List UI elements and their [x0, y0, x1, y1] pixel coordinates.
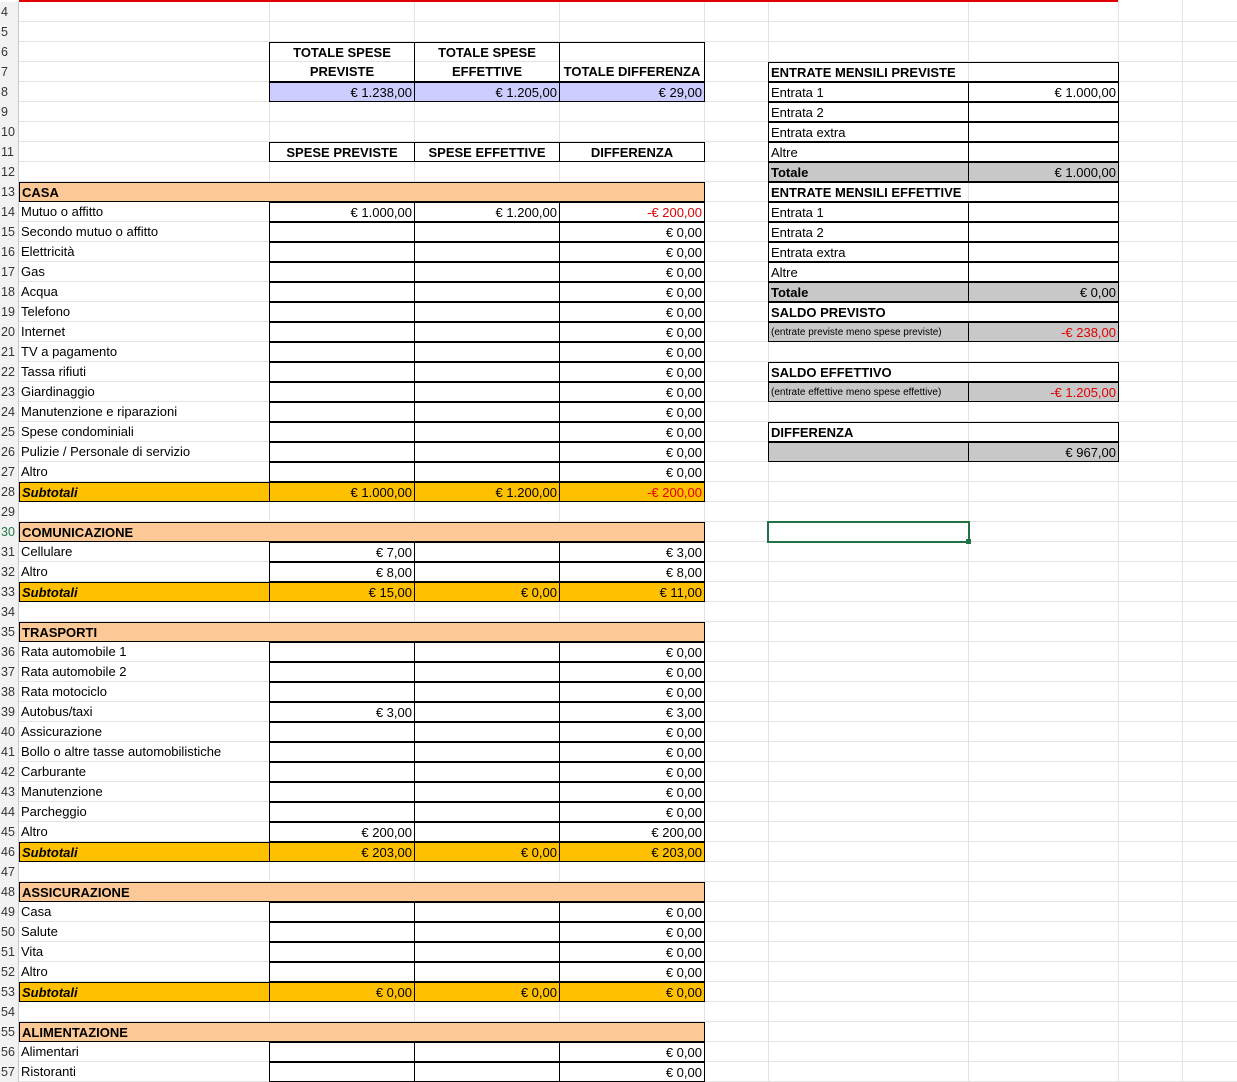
actual-cell[interactable] — [414, 342, 560, 362]
subtotal-difference[interactable]: € 0,00 — [559, 982, 705, 1002]
subtotal-difference[interactable]: € 11,00 — [559, 582, 705, 602]
actual-cell[interactable] — [414, 702, 560, 722]
difference-cell[interactable]: € 3,00 — [559, 702, 705, 722]
planned-cell[interactable] — [269, 242, 415, 262]
difference-cell[interactable]: € 0,00 — [559, 462, 705, 482]
active-cell-selection[interactable] — [767, 521, 970, 543]
row-header[interactable]: 31 — [0, 542, 19, 562]
planned-cell[interactable] — [269, 742, 415, 762]
expense-label: Mutuo o affitto — [21, 204, 104, 219]
actual-cell[interactable] — [414, 302, 560, 322]
row-header[interactable]: 55 — [0, 1022, 19, 1042]
header-divider-line — [19, 0, 1118, 2]
actual-cell[interactable] — [414, 562, 560, 582]
planned-cell[interactable] — [269, 1042, 415, 1062]
actual-cell[interactable] — [414, 422, 560, 442]
actual-cell[interactable] — [414, 282, 560, 302]
income-actual-total-label: Totale — [768, 282, 969, 302]
row-header[interactable]: 17 — [0, 262, 19, 282]
row-header[interactable]: 24 — [0, 402, 19, 422]
expense-label: Altro — [21, 964, 48, 979]
actual-cell[interactable] — [414, 922, 560, 942]
actual-cell[interactable] — [414, 382, 560, 402]
row-header[interactable]: 54 — [0, 1002, 19, 1022]
actual-cell[interactable] — [414, 262, 560, 282]
row-header[interactable]: 7 — [0, 62, 19, 82]
expense-label: Altro — [21, 564, 48, 579]
row-header[interactable]: 51 — [0, 942, 19, 962]
actual-cell[interactable] — [414, 682, 560, 702]
planned-cell[interactable] — [269, 782, 415, 802]
income-planned-label: Altre — [768, 142, 969, 162]
income-planned-label: Entrata 1 — [768, 82, 969, 102]
expense-label: Casa — [21, 904, 52, 919]
row-header[interactable]: 23 — [0, 382, 19, 402]
planned-cell[interactable]: € 200,00 — [269, 822, 415, 842]
difference-cell[interactable]: € 8,00 — [559, 562, 705, 582]
difference-cell[interactable]: -€ 200,00 — [559, 202, 705, 222]
expense-label: Acqua — [21, 284, 58, 299]
row-header[interactable]: 18 — [0, 282, 19, 302]
actual-cell[interactable] — [414, 242, 560, 262]
expense-label: Elettricità — [21, 244, 75, 259]
difference-cell[interactable]: € 0,00 — [559, 382, 705, 402]
row-header[interactable]: 30 — [0, 522, 19, 542]
row-header[interactable]: 10 — [0, 122, 19, 142]
subtotal-difference[interactable]: -€ 200,00 — [559, 482, 705, 502]
expense-label: Carburante — [21, 764, 87, 779]
income-actual-value[interactable] — [968, 262, 1119, 282]
row-header[interactable]: 20 — [0, 322, 19, 342]
planned-cell[interactable] — [269, 362, 415, 382]
subtotal-actual[interactable]: € 0,00 — [414, 842, 560, 862]
expense-label: Alimentari — [21, 1044, 79, 1059]
expense-label: Altro — [21, 464, 48, 479]
expense-label: Autobus/taxi — [21, 704, 93, 719]
income-planned-value[interactable] — [968, 122, 1119, 142]
row-header[interactable]: 45 — [0, 822, 19, 842]
planned-cell[interactable] — [269, 302, 415, 322]
col-header-diff: DIFFERENZA — [559, 142, 705, 162]
subtotal-difference[interactable]: € 203,00 — [559, 842, 705, 862]
actual-cell[interactable] — [414, 542, 560, 562]
difference-cell[interactable]: € 3,00 — [559, 542, 705, 562]
actual-cell[interactable]: € 1.200,00 — [414, 202, 560, 222]
income-actual-label: Entrata 2 — [768, 222, 969, 242]
row-header[interactable]: 6 — [0, 42, 19, 62]
planned-cell[interactable] — [269, 402, 415, 422]
expense-label: Cellulare — [21, 544, 73, 559]
difference-cell[interactable]: € 0,00 — [559, 902, 705, 922]
difference-cell[interactable]: € 0,00 — [559, 922, 705, 942]
balance-actual-title: SALDO EFFETTIVO — [768, 362, 1119, 382]
row-header[interactable]: 42 — [0, 762, 19, 782]
row-header[interactable]: 44 — [0, 802, 19, 822]
expense-label: Secondo mutuo o affitto — [21, 224, 159, 239]
actual-cell[interactable] — [414, 722, 560, 742]
row-header[interactable]: 8 — [0, 82, 19, 102]
planned-cell[interactable] — [269, 962, 415, 982]
income-planned-value[interactable] — [968, 102, 1119, 122]
expense-label: Internet — [21, 324, 66, 339]
row-header[interactable]: 15 — [0, 222, 19, 242]
planned-cell[interactable] — [269, 342, 415, 362]
balance-planned-title: SALDO PREVISTO — [768, 302, 1119, 322]
subtotal-planned[interactable]: € 0,00 — [269, 982, 415, 1002]
row-header[interactable]: 12 — [0, 162, 19, 182]
planned-cell[interactable] — [269, 682, 415, 702]
difference-cell[interactable]: € 0,00 — [559, 282, 705, 302]
difference-cell[interactable]: € 0,00 — [559, 322, 705, 342]
subtotal-actual[interactable]: € 1.200,00 — [414, 482, 560, 502]
difference-cell[interactable]: € 0,00 — [559, 242, 705, 262]
row-header[interactable]: 37 — [0, 662, 19, 682]
planned-cell[interactable] — [269, 322, 415, 342]
income-actual-title: ENTRATE MENSILI EFFETTIVE — [768, 182, 1119, 202]
row-header[interactable]: 34 — [0, 602, 19, 622]
difference-cell[interactable]: € 0,00 — [559, 302, 705, 322]
difference-cell[interactable]: € 0,00 — [559, 962, 705, 982]
row-header[interactable]: 22 — [0, 362, 19, 382]
subtotal-planned[interactable]: € 15,00 — [269, 582, 415, 602]
totals-planned-header-line2: PREVISTE — [269, 62, 415, 82]
expense-label: Tassa rifiuti — [21, 364, 87, 379]
planned-cell[interactable] — [269, 662, 415, 682]
planned-cell[interactable]: € 3,00 — [269, 702, 415, 722]
totals-actual-header-line2: EFFETTIVE — [414, 62, 560, 82]
row-header[interactable]: 16 — [0, 242, 19, 262]
row-header[interactable]: 52 — [0, 962, 19, 982]
actual-cell[interactable] — [414, 442, 560, 462]
col-header-actual: SPESE EFFETTIVE — [414, 142, 560, 162]
income-planned-value[interactable] — [968, 142, 1119, 162]
actual-cell[interactable] — [414, 662, 560, 682]
actual-cell[interactable] — [414, 782, 560, 802]
row-header[interactable]: 4 — [0, 2, 19, 22]
difference-cell[interactable]: € 0,00 — [559, 422, 705, 442]
expense-label: Spese condominiali — [21, 424, 134, 439]
actual-cell[interactable] — [414, 802, 560, 822]
difference-cell[interactable]: € 0,00 — [559, 222, 705, 242]
planned-cell[interactable]: € 7,00 — [269, 542, 415, 562]
expense-label: Parcheggio — [21, 804, 87, 819]
balance-planned-note: (entrate previste meno spese previste) — [768, 322, 969, 342]
actual-cell[interactable] — [414, 222, 560, 242]
row-header[interactable]: 43 — [0, 782, 19, 802]
subtotal-actual[interactable]: € 0,00 — [414, 982, 560, 1002]
subtotal-label: Subtotali — [19, 482, 270, 502]
planned-cell[interactable] — [269, 642, 415, 662]
difference-cell[interactable]: € 0,00 — [559, 802, 705, 822]
section-header: TRASPORTI — [19, 622, 705, 642]
planned-cell[interactable] — [269, 722, 415, 742]
row-header[interactable]: 49 — [0, 902, 19, 922]
planned-cell[interactable] — [269, 1062, 415, 1082]
expense-label: Rata automobile 2 — [21, 664, 127, 679]
total-planned-value[interactable]: € 1.238,00 — [269, 82, 415, 102]
difference-cell[interactable]: € 0,00 — [559, 642, 705, 662]
difference-cell[interactable]: € 0,00 — [559, 682, 705, 702]
row-header[interactable]: 32 — [0, 562, 19, 582]
fill-handle[interactable] — [966, 539, 971, 544]
difference-cell[interactable]: € 0,00 — [559, 782, 705, 802]
difference-cell[interactable]: € 0,00 — [559, 402, 705, 422]
expense-label: Ristoranti — [21, 1064, 76, 1079]
row-header[interactable]: 57 — [0, 1062, 19, 1082]
planned-cell[interactable] — [269, 442, 415, 462]
expense-label: Rata automobile 1 — [21, 644, 127, 659]
income-actual-label: Entrata 1 — [768, 202, 969, 222]
planned-cell[interactable]: € 8,00 — [269, 562, 415, 582]
income-actual-label: Entrata extra — [768, 242, 969, 262]
actual-cell[interactable] — [414, 362, 560, 382]
subtotal-label: Subtotali — [19, 582, 270, 602]
expense-label: Vita — [21, 944, 44, 959]
row-header[interactable]: 9 — [0, 102, 19, 122]
row-header[interactable]: 13 — [0, 182, 19, 202]
income-planned-label: Entrata extra — [768, 122, 969, 142]
expense-label: TV a pagamento — [21, 344, 118, 359]
row-header[interactable]: 26 — [0, 442, 19, 462]
row-header[interactable]: 25 — [0, 422, 19, 442]
difference-spacer — [768, 442, 969, 462]
planned-cell[interactable] — [269, 282, 415, 302]
income-actual-value[interactable] — [968, 242, 1119, 262]
row-header[interactable]: 21 — [0, 342, 19, 362]
total-diff-value[interactable]: € 29,00 — [559, 82, 705, 102]
difference-cell[interactable]: € 0,00 — [559, 1042, 705, 1062]
expense-label: Telefono — [21, 304, 71, 319]
actual-cell[interactable] — [414, 1062, 560, 1082]
totals-planned-header-line1: TOTALE SPESE — [269, 42, 415, 62]
row-header[interactable]: 38 — [0, 682, 19, 702]
actual-cell[interactable] — [414, 762, 560, 782]
subtotal-label: Subtotali — [19, 842, 270, 862]
balance-actual-note: (entrate effettive meno spese effettive) — [768, 382, 969, 402]
expense-label: Gas — [21, 264, 45, 279]
actual-cell[interactable] — [414, 902, 560, 922]
income-planned-total-value[interactable]: € 1.000,00 — [968, 162, 1119, 182]
col-header-planned: SPESE PREVISTE — [269, 142, 415, 162]
expense-label: Giardinaggio — [21, 384, 95, 399]
row-header[interactable]: 5 — [0, 22, 19, 42]
income-actual-value[interactable] — [968, 222, 1119, 242]
planned-cell[interactable] — [269, 802, 415, 822]
gridline-horizontal — [19, 21, 1237, 22]
section-header: CASA — [19, 182, 705, 202]
row-header[interactable]: 39 — [0, 702, 19, 722]
row-header[interactable]: 14 — [0, 202, 19, 222]
actual-cell[interactable] — [414, 822, 560, 842]
planned-cell[interactable] — [269, 762, 415, 782]
difference-cell[interactable]: € 200,00 — [559, 822, 705, 842]
row-header[interactable]: 41 — [0, 742, 19, 762]
subtotal-actual[interactable]: € 0,00 — [414, 582, 560, 602]
planned-cell[interactable]: € 1.000,00 — [269, 202, 415, 222]
difference-cell[interactable]: € 0,00 — [559, 762, 705, 782]
income-planned-label: Entrata 2 — [768, 102, 969, 122]
actual-cell[interactable] — [414, 402, 560, 422]
difference-cell[interactable]: € 0,00 — [559, 262, 705, 282]
total-actual-value[interactable]: € 1.205,00 — [414, 82, 560, 102]
totals-actual-header-line1: TOTALE SPESE — [414, 42, 560, 62]
expense-label: Pulizie / Personale di servizio — [21, 444, 191, 459]
balance-actual-value[interactable]: -€ 1.205,00 — [968, 382, 1119, 402]
row-header[interactable]: 50 — [0, 922, 19, 942]
expense-label: Manutenzione — [21, 784, 103, 799]
expense-label: Manutenzione e riparazioni — [21, 404, 178, 419]
actual-cell[interactable] — [414, 742, 560, 762]
row-header[interactable]: 36 — [0, 642, 19, 662]
difference-cell[interactable]: € 0,00 — [559, 342, 705, 362]
difference-cell[interactable]: € 0,00 — [559, 742, 705, 762]
subtotal-planned[interactable]: € 203,00 — [269, 842, 415, 862]
totals-diff-header-spacer — [559, 42, 705, 62]
income-planned-title: ENTRATE MENSILI PREVISTE — [768, 62, 1119, 82]
row-header[interactable]: 19 — [0, 302, 19, 322]
income-actual-total-value[interactable]: € 0,00 — [968, 282, 1119, 302]
planned-cell[interactable] — [269, 902, 415, 922]
planned-cell[interactable] — [269, 462, 415, 482]
row-header[interactable]: 40 — [0, 722, 19, 742]
row-header[interactable]: 47 — [0, 862, 19, 882]
planned-cell[interactable] — [269, 382, 415, 402]
income-actual-value[interactable] — [968, 202, 1119, 222]
actual-cell[interactable] — [414, 962, 560, 982]
row-header[interactable]: 11 — [0, 142, 19, 162]
expense-label: Bollo o altre tasse automobilistiche — [21, 744, 222, 759]
row-header[interactable]: 28 — [0, 482, 19, 502]
row-header[interactable]: 35 — [0, 622, 19, 642]
difference-cell[interactable]: € 0,00 — [559, 362, 705, 382]
difference-cell[interactable]: € 0,00 — [559, 442, 705, 462]
totals-diff-header: TOTALE DIFFERENZA — [559, 62, 705, 82]
section-header: ASSICURAZIONE — [19, 882, 705, 902]
row-header[interactable]: 56 — [0, 1042, 19, 1062]
planned-cell[interactable] — [269, 942, 415, 962]
expense-label: Salute — [21, 924, 58, 939]
planned-cell[interactable] — [269, 262, 415, 282]
subtotal-label: Subtotali — [19, 982, 270, 1002]
difference-value[interactable]: € 967,00 — [968, 442, 1119, 462]
row-header[interactable]: 27 — [0, 462, 19, 482]
difference-cell[interactable]: € 0,00 — [559, 722, 705, 742]
row-header[interactable]: 33 — [0, 582, 19, 602]
difference-title: DIFFERENZA — [768, 422, 1119, 442]
row-header[interactable]: 29 — [0, 502, 19, 522]
section-header: ALIMENTAZIONE — [19, 1022, 705, 1042]
actual-cell[interactable] — [414, 1042, 560, 1062]
actual-cell[interactable] — [414, 462, 560, 482]
actual-cell[interactable] — [414, 942, 560, 962]
planned-cell[interactable] — [269, 922, 415, 942]
income-planned-value[interactable]: € 1.000,00 — [968, 82, 1119, 102]
actual-cell[interactable] — [414, 642, 560, 662]
expense-label: Assicurazione — [21, 724, 102, 739]
expense-label: Altro — [21, 824, 48, 839]
subtotal-planned[interactable]: € 1.000,00 — [269, 482, 415, 502]
income-planned-total-label: Totale — [768, 162, 969, 182]
difference-cell[interactable]: € 0,00 — [559, 942, 705, 962]
planned-cell[interactable] — [269, 422, 415, 442]
difference-cell[interactable]: € 0,00 — [559, 1062, 705, 1082]
row-header[interactable]: 53 — [0, 982, 19, 1002]
difference-cell[interactable]: € 0,00 — [559, 662, 705, 682]
section-header: COMUNICAZIONE — [19, 522, 705, 542]
row-header[interactable]: 46 — [0, 842, 19, 862]
expense-label: Rata motociclo — [21, 684, 107, 699]
planned-cell[interactable] — [269, 222, 415, 242]
income-actual-label: Altre — [768, 262, 969, 282]
balance-planned-value[interactable]: -€ 238,00 — [968, 322, 1119, 342]
row-header[interactable]: 48 — [0, 882, 19, 902]
actual-cell[interactable] — [414, 322, 560, 342]
